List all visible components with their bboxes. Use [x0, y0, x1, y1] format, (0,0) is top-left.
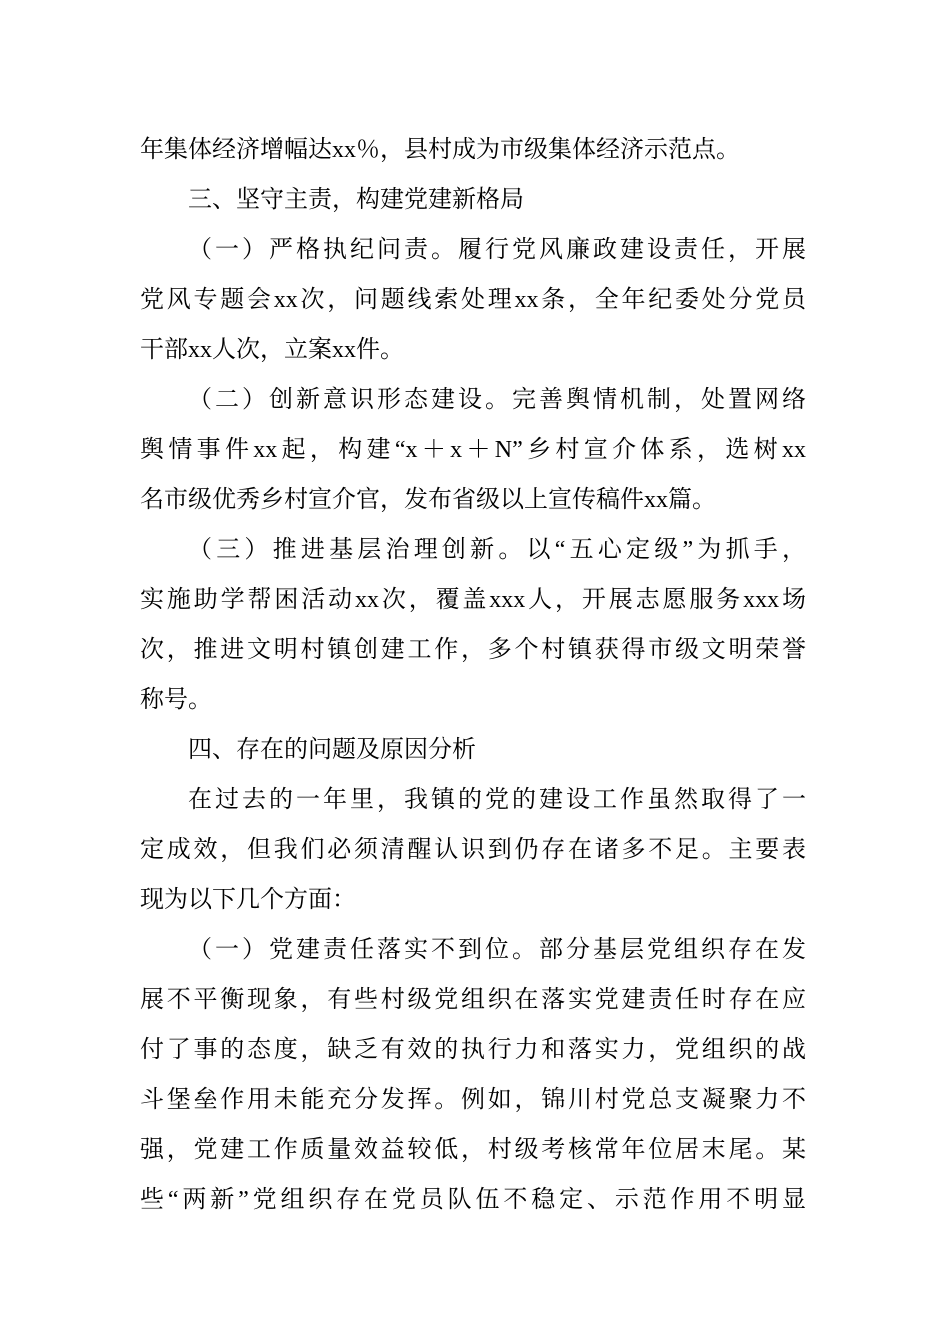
document-line: 定成效，但我们必须清醒认识到仍存在诸多不足。主要表 — [140, 837, 806, 863]
document-line: 舆情事件xx起，构建“x＋x＋N”乡村宣介体系，选树xx — [140, 437, 806, 463]
document-line: 在过去的一年里，我镇的党的建设工作虽然取得了一 — [188, 787, 806, 813]
heading-line: 四、存在的问题及原因分析 — [188, 737, 476, 763]
document-line: 展不平衡现象，有些村级党组织在落实党建责任时存在应 — [140, 987, 806, 1013]
document-line: 干部xx人次，立案xx件。 — [140, 337, 404, 363]
document-line: （一）严格执纪问责。履行党风廉政建设责任，开展 — [188, 237, 806, 263]
document-line: （一）党建责任落实不到位。部分基层党组织存在发 — [188, 937, 806, 963]
document-line: 实施助学帮困活动xx次，覆盖xxx人，开展志愿服务xxx场 — [140, 587, 806, 613]
document-line: 付了事的态度，缺乏有效的执行力和落实力，党组织的战 — [140, 1037, 806, 1063]
heading-line: 三、坚守主责，构建党建新格局 — [188, 187, 524, 213]
document-page — [140, 125, 806, 1225]
document-line: 强，党建工作质量效益较低，村级考核常年位居末尾。某 — [140, 1137, 806, 1163]
document-line: 称号。 — [140, 687, 212, 713]
document-lines — [140, 125, 806, 1225]
document-line: 斗堡垒作用未能充分发挥。例如，锦川村党总支凝聚力不 — [140, 1087, 806, 1113]
document-line: 党风专题会xx次，问题线索处理xx条，全年纪委处分党员 — [140, 287, 806, 313]
document-line: 次，推进文明村镇创建工作，多个村镇获得市级文明荣誉 — [140, 637, 806, 663]
document-line: （二）创新意识形态建设。完善舆情机制，处置网络 — [188, 387, 806, 413]
document-line: 些“两新”党组织存在党员队伍不稳定、示范作用不明显 — [140, 1187, 806, 1213]
document-line: 现为以下几个方面： — [140, 887, 356, 913]
document-line: 名市级优秀乡村宣介官，发布省级以上宣传稿件xx篇。 — [140, 487, 716, 513]
document-line: （三）推进基层治理创新。以“五心定级”为抓手， — [188, 537, 806, 563]
document-line: 年集体经济增幅达xx％，县村成为市级集体经济示范点。 — [140, 137, 740, 163]
